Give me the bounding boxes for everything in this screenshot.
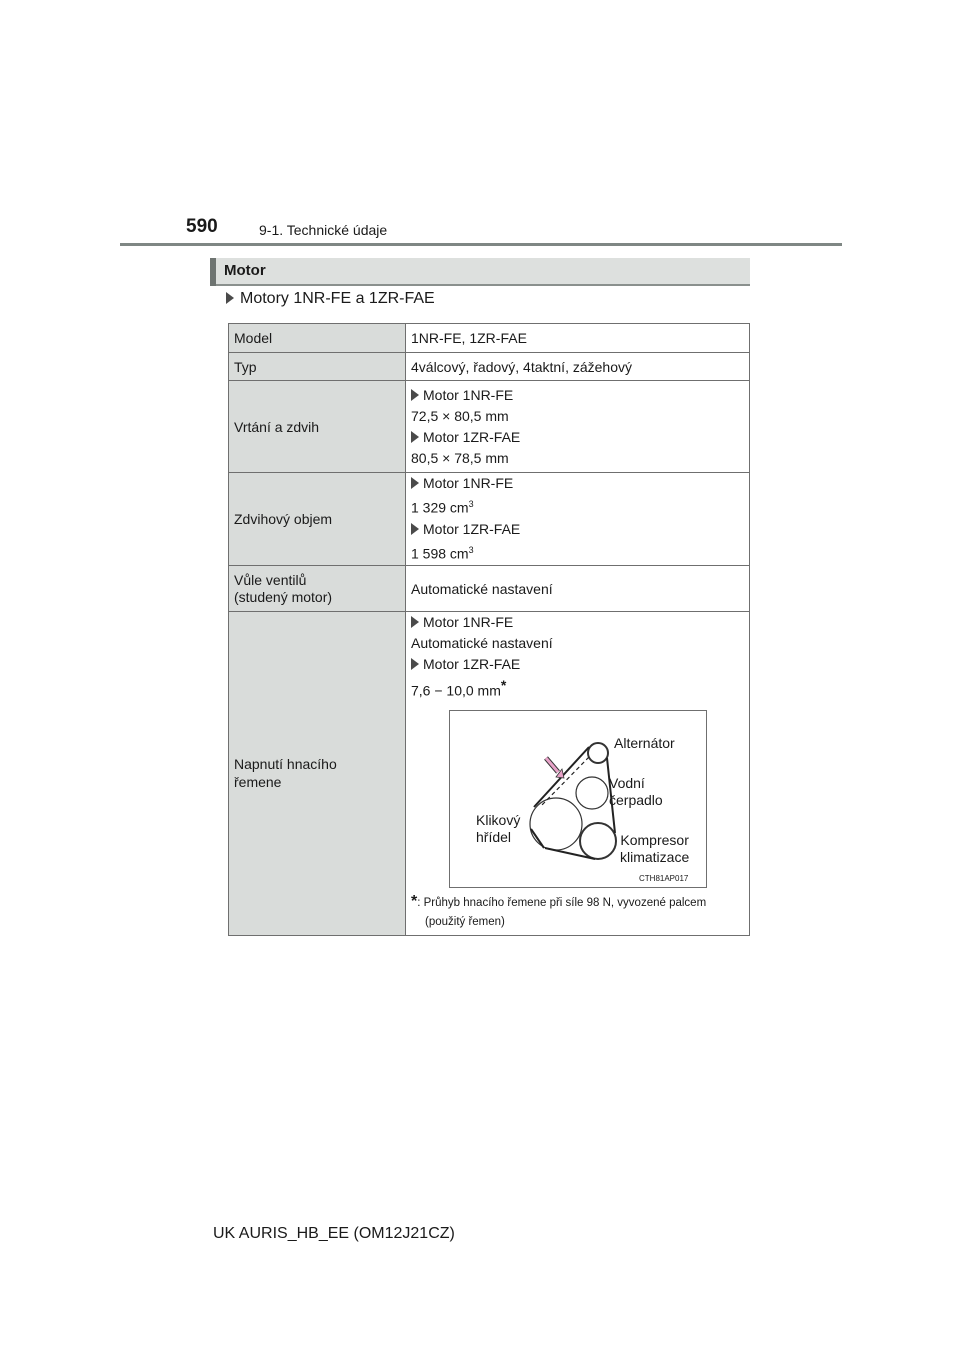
- label-line: řemene: [234, 774, 282, 791]
- engine-label: Motor 1NR-FE: [411, 612, 744, 633]
- row-label: [229, 566, 406, 612]
- row-label: Model: [229, 324, 406, 353]
- table-row: [229, 353, 750, 381]
- document-code: UK AURIS_HB_EE (OM12J21CZ): [213, 1225, 455, 1242]
- water-pump-pulley: [576, 777, 608, 809]
- row-value: 4válcový, řadový, 4taktní, zážehový: [406, 353, 750, 381]
- water-pump-label: [609, 775, 663, 809]
- table-row: [229, 473, 750, 566]
- label-line: Napnutí hnacího: [234, 756, 337, 773]
- row-value: [406, 381, 750, 473]
- belt-diagram: [449, 710, 707, 888]
- engine-label: Motor 1NR-FE: [411, 385, 744, 406]
- unit-exponent: 3: [468, 545, 474, 555]
- value-text: 72,5 × 80,5 mm: [411, 407, 509, 424]
- row-label: Vrtání a zdvih: [229, 381, 406, 473]
- label-line: Vodní: [609, 774, 645, 791]
- engine-label: Motor 1NR-FE: [411, 473, 744, 494]
- table-row: [229, 324, 750, 353]
- table-row: [229, 612, 750, 936]
- section-title: Motor: [224, 262, 266, 279]
- row-value: [406, 612, 750, 936]
- section-label: 9-1. Technické údaje: [259, 222, 388, 238]
- page-number: 590: [186, 216, 218, 237]
- table-row: [229, 381, 750, 473]
- displacement-value: 1 329 cm: [411, 500, 469, 516]
- label-line: Vůle ventilů: [234, 571, 307, 588]
- row-value: 1NR-FE, 1ZR-FAE: [406, 324, 750, 353]
- alternator-pulley: [588, 743, 608, 763]
- row-label: Zdvihový objem: [229, 473, 406, 566]
- section-bar: [210, 258, 750, 286]
- label-line: (studený motor): [234, 588, 333, 605]
- engine-label: Motor 1ZR-FAE: [411, 427, 744, 448]
- table-row: [229, 566, 750, 612]
- engine-label: Motor 1ZR-FAE: [411, 519, 744, 540]
- footnote-line: [411, 892, 744, 913]
- section-bar-mark: [210, 258, 216, 286]
- crankshaft-label: [476, 812, 520, 846]
- value-text: [411, 540, 744, 565]
- value-text: 80,5 × 78,5 mm: [411, 449, 509, 466]
- alternator-label: Alternátor: [614, 734, 675, 751]
- engine-label: Motor 1ZR-FAE: [411, 654, 744, 675]
- label-line: klimatizace: [620, 848, 690, 865]
- label-line: Klikový: [476, 811, 521, 828]
- spec-table: [228, 323, 750, 936]
- unit-exponent: 3: [468, 499, 474, 510]
- footnote-marker: *: [500, 677, 507, 693]
- footnote-line: (použitý řemen): [425, 915, 505, 928]
- footnote-text: : Průhyb hnacího řemene při síle 98 N, vyvozené palcem: [417, 896, 707, 909]
- label-line: Kompresor: [620, 831, 689, 848]
- label-line: čerpadlo: [609, 791, 663, 808]
- crankshaft-pulley: [530, 798, 582, 850]
- row-label: Typ: [229, 353, 406, 381]
- value-text: [411, 494, 744, 519]
- subheading: Motory 1NR-FE a 1ZR-FAE: [226, 290, 435, 308]
- footnote-star: *: [411, 892, 418, 910]
- header-rule: [120, 243, 842, 246]
- row-value: Automatické nastavení: [406, 566, 750, 612]
- tension-value: 7,6 − 10,0 mm: [411, 682, 501, 699]
- row-label: [229, 612, 406, 936]
- compressor-pulley: [580, 823, 616, 859]
- pressure-arrow: [546, 758, 564, 778]
- footnote: [411, 892, 744, 935]
- figure-code: CTH81AP017: [639, 873, 689, 883]
- row-value: [406, 473, 750, 566]
- value-text: [411, 675, 744, 702]
- value-text: Automatické nastavení: [411, 635, 553, 651]
- compressor-label: [620, 832, 689, 866]
- displacement-value: 1 598 cm: [411, 545, 469, 562]
- label-line: hřídel: [476, 828, 512, 845]
